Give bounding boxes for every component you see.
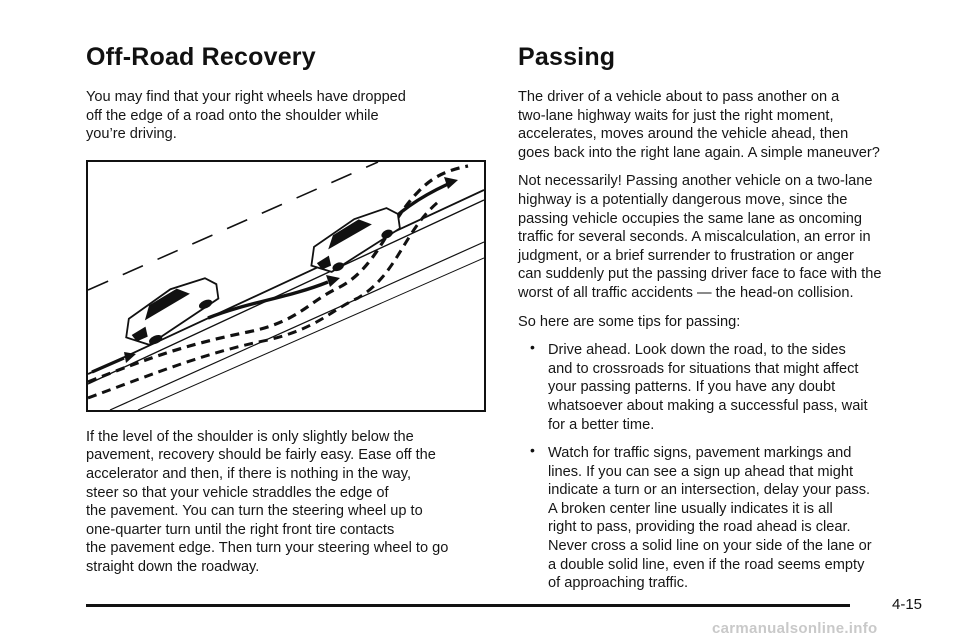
body-line: straight down the roadway. [86,558,260,575]
off-road-recovery-illustration [86,160,486,412]
travel-arrow-head [326,275,340,287]
tip-line: and to crossroads for situations that might affect [548,360,859,377]
tip-line: indicate a turn or an intersection, delay your pass. [548,482,871,499]
tip-line: whatsoever about making a successful pass, wait [548,397,868,414]
body-line: one-quarter turn until the right front tire contacts [86,521,395,538]
paragraph-line: judgment, or a brief surrender to frustration or anger [518,247,854,264]
paragraph-line: can suddenly put the passing driver face to face with the [518,266,882,283]
tip-text [548,341,930,434]
passing-tips-list [518,341,930,593]
tip-line: a double solid line, even if the road seems empty [548,556,865,573]
body-line: accelerator and then, if there is nothing in the way, [86,465,412,482]
travel-arrow-path [208,282,328,318]
bullet-glyph: • [530,339,535,356]
passing-paragraph-1 [518,88,930,162]
paragraph-line: Not necessarily! Passing another vehicle on a two-lane [518,173,873,190]
intro-line: you’re driving. [86,126,177,143]
tip-line: your passing patterns. If you have any doubt [548,379,836,396]
car-front-illustration [301,202,409,280]
paragraph-line: The driver of a vehicle about to pass another on a [518,89,840,105]
off-road-recovery-heading: Off-Road Recovery [86,43,316,71]
road-edge-line [88,200,484,384]
tip-line: Never cross a solid line on your side of the lane or [548,538,872,555]
travel-arrow-head [124,352,136,363]
right-column [518,40,930,603]
intro-line: off the edge of a road onto the shoulder while [86,107,379,124]
paragraph-line: passing vehicle occupies the same lane as oncoming [518,210,862,227]
tip-line: of approaching traffic. [548,575,689,592]
tip-line: Drive ahead. Look down the road, to the sides [548,342,846,359]
bullet-glyph: • [530,442,535,459]
tip-text [548,444,930,593]
travel-arrow-head [444,177,458,189]
recovery-path-dashed [88,166,468,382]
left-column [86,40,496,587]
list-item [518,341,930,434]
paragraph-line: goes back into the right lane again. A simple maneuver? [518,144,880,161]
body-line: If the level of the shoulder is only slightly below the [86,428,414,445]
intro-line: You may find that your right wheels have dropped [86,89,406,105]
tip-line: A broken center line usually indicates it is all [548,500,833,517]
body-line: steer so that your vehicle straddles the edge of [86,484,389,501]
tip-line: right to pass, providing the road ahead is clear. [548,519,851,536]
paragraph-line: highway is a potentially dangerous move, since the [518,191,848,208]
body-line: pavement, recovery should be fairly easy. Ease off the [86,447,436,464]
paragraph-line: two-lane highway waits for just the right moment, [518,107,834,124]
passing-heading: Passing [518,43,616,71]
body-line: the pavement edge. Then turn your steering wheel to go [86,540,449,557]
passing-tips-intro: So here are some tips for passing: [518,313,741,330]
list-item [518,444,930,593]
paragraph-line: worst of all traffic accidents — the head-on collision. [518,284,854,301]
tip-line: for a better time. [548,416,655,433]
passing-paragraph-2 [518,172,930,302]
off-road-intro-paragraph [86,88,496,144]
paragraph-line: accelerates, moves around the vehicle ahead, then [518,126,849,143]
footer-rule [86,604,850,607]
watermark-text: carmanualsonline.info [712,620,878,637]
off-road-recovery-body-paragraph [86,428,496,577]
page-number: 4-15 [892,596,923,613]
car-rear-illustration [116,271,229,353]
paragraph-line: traffic for several seconds. A miscalculation, an error in [518,229,871,246]
tip-line: Watch for traffic signs, pavement markings and [548,445,852,462]
tip-line: lines. If you can see a sign up ahead that might [548,463,854,480]
body-line: the pavement. You can turn the steering wheel up to [86,503,423,520]
